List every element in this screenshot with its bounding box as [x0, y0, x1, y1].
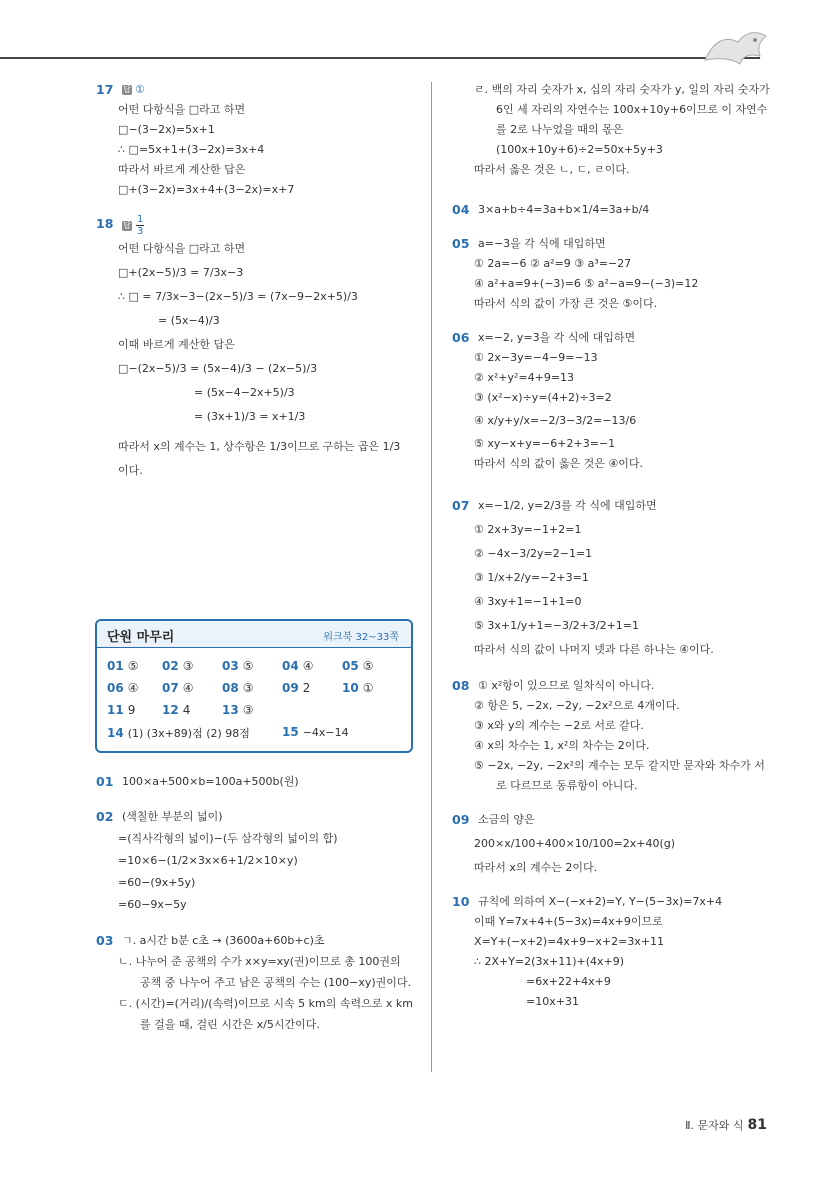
solution-line: ④ 3xy+1=−1+1=0: [474, 595, 582, 608]
solution-line: x=−1/2, y=2/3를 각 식에 대입하면: [478, 499, 657, 512]
solution-line: ① 2a=−6 ② a²=9 ③ a³=−27: [474, 257, 632, 270]
review-answer: [222, 703, 253, 717]
left-answers: [96, 772, 414, 1049]
solution-line: 이때 바르게 계산한 답은: [118, 338, 235, 351]
review-number: 01: [107, 659, 124, 673]
solution-line: ③ x와 y의 계수는 −2로 서로 같다.: [474, 719, 644, 732]
solution-line: 100×a+500×b=100a+500b(원): [122, 775, 299, 788]
solution-line: 200×x/100+400×10/100=2x+40(g): [474, 837, 676, 850]
review-value: 9: [127, 703, 136, 717]
review-number: 14: [107, 726, 124, 740]
review-answer: [282, 681, 310, 695]
answer-number: 09: [452, 812, 470, 827]
solution-line: 따라서 옳은 것은 ㄴ, ㄷ, ㄹ이다.: [474, 163, 630, 176]
answer-09: [452, 810, 772, 878]
solution-line: ③ 1/x+2/y=−2+3=1: [474, 571, 589, 584]
problem-18: [96, 214, 414, 483]
solution-line: ㄴ. 나누어 준 공책의 수가 x×y=xy(권)이므로 총 100권의 공책 중 나누어 주고 남은 공책의 수는 (100−xy)권이다.: [118, 955, 412, 989]
review-number: 07: [162, 681, 179, 695]
review-value: ③: [182, 659, 194, 673]
review-value: −4x−14: [302, 726, 349, 739]
solution-line: ① 2x+3y=−1+2=1: [474, 523, 582, 536]
solution-line: ② x²+y²=4+9=13: [474, 371, 575, 384]
answer-06: [452, 328, 772, 474]
solution-line: 따라서 바르게 계산한 답은: [118, 163, 246, 176]
unit-review-title: 단원 마무리: [107, 630, 175, 645]
page-footer: [685, 1117, 767, 1133]
review-answer: [162, 681, 193, 695]
review-number: 04: [282, 659, 299, 673]
solution-line: ㄹ. 백의 자리 숫자가 x, 십의 자리 숫자가 y, 일의 자리 숫자가 6인 세 자리의 자연수는 100x+10y+6이므로 이 자연수를 2로 나누었을 때의 몫은: [474, 83, 770, 136]
review-value: ③: [242, 703, 254, 717]
solution-line: a=−3을 각 식에 대입하면: [478, 237, 606, 250]
workbook-reference: 워크북 32~33쪽: [323, 632, 399, 643]
solution-line: (색칠한 부분의 넓이): [122, 810, 223, 823]
solution-line: 어떤 다항식을 □라고 하면: [118, 103, 246, 116]
answer-number: 06: [452, 330, 470, 345]
review-value: (1) (3x+89)점 (2) 98점: [127, 727, 250, 740]
review-number: 15: [282, 725, 299, 739]
solution-line: □+(2x−5)/3 = 7/3x−3: [118, 266, 244, 279]
review-answer: [107, 703, 135, 717]
solution-line: ⑤ 3x+1/y+1=−3/2+3/2+1=1: [474, 619, 639, 632]
review-answer: [342, 681, 373, 695]
solution-line: 규칙에 의하여 X−(−x+2)=Y, Y−(5−3x)=7x+4: [478, 895, 723, 908]
solution-line: =60−9x−5y: [118, 898, 187, 911]
review-number: 03: [222, 659, 239, 673]
solution-line: =60−(9x+5y): [118, 876, 196, 889]
answer-03: [96, 930, 414, 1035]
review-value: 4: [182, 703, 191, 717]
review-number: 11: [107, 703, 124, 717]
answer-number: 07: [452, 498, 470, 513]
review-answer: [107, 659, 138, 673]
left-column: [96, 80, 414, 497]
review-answer: [162, 659, 193, 673]
solution-line: x=−2, y=3을 각 식에 대입하면: [478, 331, 636, 344]
solution-line: ∴ □=5x+1+(3−2x)=3x+4: [118, 143, 265, 156]
review-number: 09: [282, 681, 299, 695]
answer-02: [96, 806, 414, 916]
chapter-label: Ⅱ. 문자와 식: [685, 1119, 744, 1132]
solution-line: =10×6−(1/2×3x×6+1/2×10×y): [118, 854, 298, 867]
solution-line: 따라서 식의 값이 옳은 것은 ④이다.: [474, 457, 643, 470]
answer-04: [452, 200, 772, 220]
solution-line: 이때 Y=7x+4+(5−3x)=4x+9이므로: [474, 915, 663, 928]
answer-01: [96, 772, 414, 792]
answer-number: 05: [452, 236, 470, 251]
dragon-mascot-icon: [700, 22, 770, 72]
page-number: 81: [747, 1117, 767, 1133]
review-answer: [282, 725, 349, 739]
review-answer: [222, 659, 253, 673]
solution-line: ③ (x²−x)÷y=(4+2)÷3=2: [474, 391, 612, 404]
solution-line: ② −4x−3/2y=2−1=1: [474, 547, 593, 560]
solution-line: ∴ 2X+Y=2(3x+11)+(4x+9): [474, 955, 625, 968]
review-value: ③: [242, 681, 254, 695]
problem-number: 17: [96, 82, 114, 97]
review-number: 06: [107, 681, 124, 695]
solution-line: □−(2x−5)/3 = (5x−4)/3 − (2x−5)/3: [118, 362, 318, 375]
solution-line: 따라서 식의 값이 가장 큰 것은 ⑤이다.: [474, 297, 658, 310]
answer-badge: 답: [123, 85, 131, 94]
solution-line: 따라서 x의 계수는 1, 상수항은 1/3이므로 구하는 곱은 1/3: [118, 440, 401, 453]
review-answer: [282, 659, 313, 673]
solution-line: 이다.: [118, 464, 143, 477]
review-number: 02: [162, 659, 179, 673]
review-number: 13: [222, 703, 239, 717]
solution-line: ⑤ xy−x+y=−6+2+3=−1: [474, 437, 616, 450]
review-value: ④: [302, 659, 314, 673]
answer-number: 08: [452, 678, 470, 693]
answer-badge: 답: [123, 220, 131, 230]
solution-line: □+(3−2x)=3x+4+(3−2x)=x+7: [118, 183, 295, 196]
solution-line: ① x²항이 있으므로 일차식이 아니다.: [478, 679, 655, 692]
solution-line: ① 2x−3y=−4−9=−13: [474, 351, 598, 364]
review-value: ④: [182, 681, 194, 695]
review-answer: [162, 703, 190, 717]
review-number: 12: [162, 703, 179, 717]
problem-number: 18: [96, 216, 114, 231]
answer-10: [452, 892, 772, 1012]
review-number: 05: [342, 659, 359, 673]
solution-line: = (5x−4)/3: [158, 314, 220, 327]
review-value: ④: [127, 681, 139, 695]
solution-line: ④ x의 차수는 1, x²의 차수는 2이다.: [474, 739, 650, 752]
answer-number: 01: [96, 774, 114, 789]
solution-line: 따라서 식의 값이 나머지 넷과 다른 하나는 ④이다.: [474, 643, 714, 656]
problem-17: [96, 80, 414, 200]
solution-line: =10x+31: [526, 995, 579, 1008]
solution-line: 소금의 양은: [478, 813, 535, 826]
answer-number: 10: [452, 894, 470, 909]
answer-03-continued: [452, 80, 772, 180]
solution-line: ⑤ −2x, −2y, −2x²의 계수는 모두 같지만 문자와 차수가 서로 다르므로 동류항이 아니다.: [474, 759, 765, 792]
review-number: 08: [222, 681, 239, 695]
review-value: ⑤: [242, 659, 254, 673]
answer-fraction: [136, 214, 144, 237]
solution-line: =6x+22+4x+9: [526, 975, 611, 988]
header-rule: [0, 57, 760, 59]
unit-review-box: [95, 619, 413, 753]
review-answer: [342, 659, 373, 673]
solution-line: ∴ □ = 7/3x−3−(2x−5)/3 = (7x−9−2x+5)/3: [118, 290, 358, 303]
answer: ①: [135, 83, 145, 96]
review-answer: [107, 725, 250, 741]
solution-line: ④ x/y+y/x=−2/3−3/2=−13/6: [474, 414, 637, 427]
review-answer: [107, 681, 138, 695]
review-number: 10: [342, 681, 359, 695]
unit-review-header: [97, 621, 411, 648]
review-value: ①: [362, 681, 374, 695]
numerator: 1: [137, 214, 144, 225]
solution-line: 3×a+b÷4=3a+b×1/4=3a+b/4: [478, 203, 650, 216]
solution-line: ㄱ. a시간 b분 c초 → (3600a+60b+c)초: [122, 934, 325, 947]
review-value: 2: [302, 681, 311, 695]
answer-number: 03: [96, 933, 114, 948]
solution-line: =(직사각형의 넓이)−(두 삼각형의 넓이의 합): [118, 832, 338, 845]
answer-07: [452, 494, 772, 662]
answer-08: [452, 676, 772, 796]
answer-number: 02: [96, 809, 114, 824]
solution-line: = (3x+1)/3 = x+1/3: [194, 410, 306, 423]
denominator: 3: [137, 226, 144, 237]
solution-line: = (5x−4−2x+5)/3: [194, 386, 295, 399]
column-divider: [431, 82, 432, 1072]
right-column: [452, 80, 772, 1026]
answer-05: [452, 234, 772, 314]
solution-line: ㄷ. (시간)=(거리)/(속력)이므로 시속 5 km의 속력으로 x km를 걸을 때, 걸린 시간은 x/5시간이다.: [118, 997, 413, 1031]
solution-line: □−(3−2x)=5x+1: [118, 123, 215, 136]
review-value: ⑤: [362, 659, 374, 673]
solution-line: ④ a²+a=9+(−3)=6 ⑤ a²−a=9−(−3)=12: [474, 277, 699, 290]
solution-line: 따라서 x의 계수는 2이다.: [474, 861, 598, 874]
solution-line: ② 항은 5, −2x, −2y, −2x²으로 4개이다.: [474, 699, 680, 712]
answer-number: 04: [452, 202, 470, 217]
solution-line: 어떤 다항식을 □라고 하면: [118, 242, 246, 255]
solution-line: (100x+10y+6)÷2=50x+5y+3: [496, 143, 663, 156]
review-value: ⑤: [127, 659, 139, 673]
solution-line: X=Y+(−x+2)=4x+9−x+2=3x+11: [474, 935, 665, 948]
review-answer: [222, 681, 253, 695]
